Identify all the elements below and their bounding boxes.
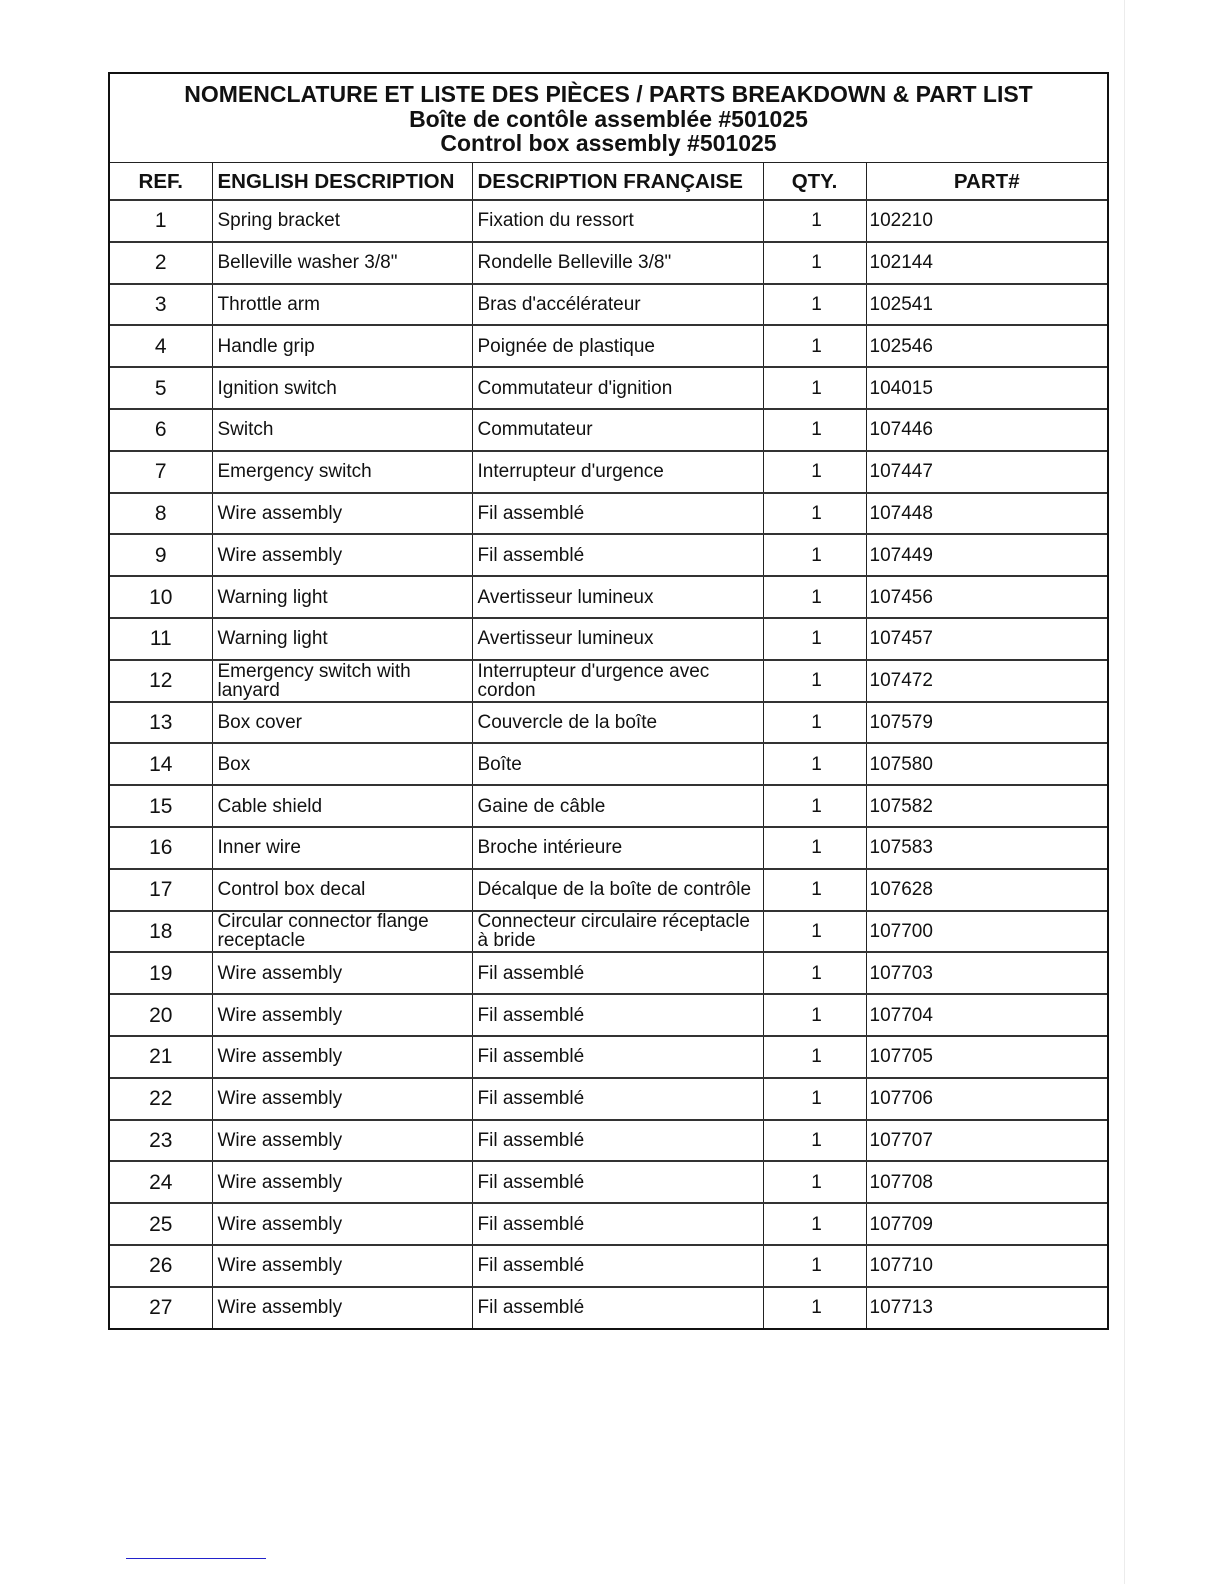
cell-part-number: 107704 bbox=[866, 994, 1107, 1036]
cell-french-description: Fil assemblé bbox=[472, 1203, 763, 1245]
cell-qty: 1 bbox=[763, 576, 866, 618]
cell-french-description: Fil assemblé bbox=[472, 534, 763, 576]
cell-qty: 1 bbox=[763, 785, 866, 827]
cell-qty: 1 bbox=[763, 1078, 866, 1120]
cell-french-description: Poignée de plastique bbox=[472, 325, 763, 367]
cell-qty: 1 bbox=[763, 325, 866, 367]
cell-english-description: Belleville washer 3/8" bbox=[212, 242, 472, 284]
cell-part-number: 107713 bbox=[869, 1297, 933, 1319]
cell-ref: 1 bbox=[110, 200, 212, 242]
cell-french-description: Avertisseur lumineux bbox=[472, 576, 763, 618]
cell-french-description: Fil assemblé bbox=[472, 994, 763, 1036]
cell-qty: 1 bbox=[763, 952, 866, 994]
parts-list-sheet bbox=[108, 72, 1109, 1330]
cell-qty: 1 bbox=[763, 1245, 866, 1287]
table-row bbox=[110, 660, 1107, 702]
cell-ref: 26 bbox=[110, 1245, 212, 1287]
cell-qty: 1 bbox=[763, 1161, 866, 1203]
table-row bbox=[110, 325, 1107, 367]
table-row bbox=[110, 869, 1107, 911]
cell-qty: 1 bbox=[763, 284, 866, 326]
cell-part-number: 102546 bbox=[866, 325, 1107, 367]
cell-english-description: Wire assembly bbox=[212, 534, 472, 576]
cell-english-description: Warning light bbox=[212, 576, 472, 618]
cell-qty: 1 bbox=[763, 493, 866, 535]
cell-english-description: Wire assembly bbox=[212, 952, 472, 994]
cell-french-description: Interrupteur d'urgence bbox=[472, 451, 763, 493]
table-row bbox=[110, 952, 1107, 994]
table-row bbox=[110, 1078, 1107, 1120]
cell-part-number: 107709 bbox=[866, 1203, 1107, 1245]
table-row bbox=[110, 994, 1107, 1036]
cell-english-description: Box cover bbox=[212, 702, 472, 744]
table-row bbox=[110, 451, 1107, 493]
cell-french-description: Bras d'accélérateur bbox=[472, 284, 763, 326]
cell-part-number: 107456 bbox=[866, 576, 1107, 618]
cell-part-number: 107446 bbox=[866, 409, 1107, 451]
cell-qty: 1 bbox=[763, 409, 866, 451]
cell-english-description: Handle grip bbox=[212, 325, 472, 367]
cell-french-description: Fil assemblé bbox=[472, 1287, 763, 1328]
cell-english-description: Wire assembly bbox=[212, 1287, 472, 1328]
cell-french-description: Interrupteur d'urgence avec cordon bbox=[472, 660, 763, 702]
cell-english-description: Wire assembly bbox=[212, 1161, 472, 1203]
cell-french-description: Fil assemblé bbox=[472, 1120, 763, 1162]
cell-qty: 1 bbox=[763, 660, 866, 702]
cell-french-description: Fil assemblé bbox=[472, 1078, 763, 1120]
title-block bbox=[110, 74, 1107, 163]
cell-part-number: 107447 bbox=[866, 451, 1107, 493]
cell-french-description: Rondelle Belleville 3/8" bbox=[472, 242, 763, 284]
header-french-description: DESCRIPTION FRANÇAISE bbox=[472, 163, 763, 200]
cell-qty: 1 bbox=[763, 367, 866, 409]
cell-french-description: Fil assemblé bbox=[472, 1245, 763, 1287]
table-row bbox=[110, 242, 1107, 284]
cell-english-description: Box bbox=[212, 743, 472, 785]
cell-ref: 25 bbox=[110, 1203, 212, 1245]
cell-french-description: Avertisseur lumineux bbox=[472, 618, 763, 660]
cell-qty: 1 bbox=[763, 618, 866, 660]
cell-part-number: 107705 bbox=[866, 1036, 1107, 1078]
table-row bbox=[110, 618, 1107, 660]
table-header-row bbox=[110, 163, 1107, 200]
cell-qty: 1 bbox=[763, 1036, 866, 1078]
cell-ref: 11 bbox=[110, 618, 212, 660]
cell-qty: 1 bbox=[763, 1120, 866, 1162]
cell-english-description: Wire assembly bbox=[212, 1245, 472, 1287]
cell-ref: 5 bbox=[110, 367, 212, 409]
cell-part-number: 107580 bbox=[866, 743, 1107, 785]
cell-part-number: 107628 bbox=[866, 869, 1107, 911]
cell-french-description: Couvercle de la boîte bbox=[472, 702, 763, 744]
cell-french-description: Fixation du ressort bbox=[472, 200, 763, 242]
cell-ref: 14 bbox=[110, 743, 212, 785]
cell-part-number: 107706 bbox=[866, 1078, 1107, 1120]
cell-french-description: Fil assemblé bbox=[472, 493, 763, 535]
table-row bbox=[110, 1036, 1107, 1078]
cell-english-description: Control box decal bbox=[212, 869, 472, 911]
cell-english-description: Ignition switch bbox=[212, 367, 472, 409]
table-row bbox=[110, 1120, 1107, 1162]
cell-french-description: Fil assemblé bbox=[472, 1036, 763, 1078]
cell-qty: 1 bbox=[763, 200, 866, 242]
cell-ref: 9 bbox=[110, 534, 212, 576]
cell-part-number: 107449 bbox=[866, 534, 1107, 576]
table-row bbox=[110, 409, 1107, 451]
cell-part-number: 107472 bbox=[866, 660, 1107, 702]
cell-part-number: 102144 bbox=[866, 242, 1107, 284]
cell-qty: 1 bbox=[763, 702, 866, 744]
table-row bbox=[110, 200, 1107, 242]
cell-ref: 13 bbox=[110, 702, 212, 744]
table-row bbox=[110, 576, 1107, 618]
cell-french-description: Boîte bbox=[472, 743, 763, 785]
cell-part-number: 102541 bbox=[866, 284, 1107, 326]
cell-ref: 15 bbox=[110, 785, 212, 827]
cell-french-description: Gaine de câble bbox=[472, 785, 763, 827]
cell-ref: 12 bbox=[110, 660, 212, 702]
cell-ref: 21 bbox=[110, 1036, 212, 1078]
cell-ref: 2 bbox=[110, 242, 212, 284]
table-row bbox=[110, 493, 1107, 535]
header-ref: REF. bbox=[110, 163, 212, 200]
cell-english-description: Wire assembly bbox=[212, 994, 472, 1036]
cell-qty: 1 bbox=[763, 994, 866, 1036]
cell-part-number: 107710 bbox=[866, 1245, 1107, 1287]
cell-ref: 4 bbox=[110, 325, 212, 367]
cell-qty: 1 bbox=[763, 827, 866, 869]
cell-qty: 1 bbox=[763, 1203, 866, 1245]
cell-english-description: Wire assembly bbox=[212, 1203, 472, 1245]
cell-ref: 6 bbox=[110, 409, 212, 451]
table-row bbox=[110, 1287, 1107, 1328]
cell-english-description: Circular connector flange receptacle bbox=[212, 911, 472, 953]
table-row bbox=[110, 284, 1107, 326]
cell-ref: 19 bbox=[110, 952, 212, 994]
cell-english-description: Emergency switch with lanyard bbox=[212, 660, 472, 702]
cell-qty: 1 bbox=[763, 743, 866, 785]
cell-ref: 7 bbox=[110, 451, 212, 493]
header-qty: QTY. bbox=[763, 163, 866, 200]
cell-english-description: Warning light bbox=[212, 618, 472, 660]
cell-qty: 1 bbox=[763, 534, 866, 576]
cell-ref: 24 bbox=[110, 1161, 212, 1203]
header-part-number: PART# bbox=[866, 163, 1107, 200]
cell-part-number: 104015 bbox=[866, 367, 1107, 409]
document-title: NOMENCLATURE ET LISTE DES PIÈCES / PARTS BREAKDOWN & PART LIST bbox=[184, 81, 1033, 108]
cell-french-description: Commutateur d'ignition bbox=[472, 367, 763, 409]
table-row bbox=[110, 1161, 1107, 1203]
cell-french-description: Broche intérieure bbox=[472, 827, 763, 869]
cell-ref: 17 bbox=[110, 869, 212, 911]
cell-part-number: 102210 bbox=[866, 200, 1107, 242]
cell-ref: 20 bbox=[110, 994, 212, 1036]
table-row bbox=[110, 534, 1107, 576]
table-row bbox=[110, 785, 1107, 827]
table-row bbox=[110, 1203, 1107, 1245]
table-row bbox=[110, 1245, 1107, 1287]
cell-french-description: Connecteur circulaire réceptacle à bride bbox=[472, 911, 763, 953]
cell-french-description: Fil assemblé bbox=[472, 1161, 763, 1203]
document-subtitle-english: Control box assembly #501025 bbox=[440, 130, 777, 157]
cell-ref: 27 bbox=[110, 1287, 212, 1328]
cell-part-number: 107583 bbox=[866, 827, 1107, 869]
table-row bbox=[110, 702, 1107, 744]
cell-part-number: 107700 bbox=[866, 911, 1107, 953]
cell-english-description: Wire assembly bbox=[212, 493, 472, 535]
cell-qty: 1 bbox=[763, 1287, 866, 1328]
cell-english-description: Wire assembly bbox=[212, 1120, 472, 1162]
footer-link-underline[interactable] bbox=[126, 1558, 266, 1559]
cell-part-number: 107448 bbox=[866, 493, 1107, 535]
cell-part-number: 107708 bbox=[866, 1161, 1107, 1203]
cell-ref: 8 bbox=[110, 493, 212, 535]
cell-english-description: Wire assembly bbox=[212, 1078, 472, 1120]
cell-english-description: Throttle arm bbox=[212, 284, 472, 326]
table-row bbox=[110, 827, 1107, 869]
cell-ref: 10 bbox=[110, 576, 212, 618]
cell-qty: 1 bbox=[763, 869, 866, 911]
cell-english-description: Emergency switch bbox=[212, 451, 472, 493]
cell-english-description: Wire assembly bbox=[212, 1036, 472, 1078]
parts-table bbox=[110, 163, 1107, 1328]
cell-part-number: 107703 bbox=[866, 952, 1107, 994]
cell-qty: 1 bbox=[763, 451, 866, 493]
cell-part-number: 107457 bbox=[866, 618, 1107, 660]
cell-english-description: Inner wire bbox=[212, 827, 472, 869]
cell-english-description: Cable shield bbox=[212, 785, 472, 827]
cell-qty: 1 bbox=[763, 911, 866, 953]
page-edge-divider bbox=[1124, 0, 1125, 1584]
cell-french-description: Fil assemblé bbox=[472, 952, 763, 994]
table-row bbox=[110, 911, 1107, 953]
cell-ref: 3 bbox=[110, 284, 212, 326]
cell-french-description: Décalque de la boîte de contrôle bbox=[472, 869, 763, 911]
table-row bbox=[110, 743, 1107, 785]
cell-ref: 23 bbox=[110, 1120, 212, 1162]
cell-french-description: Commutateur bbox=[472, 409, 763, 451]
cell-part-number: 107707 bbox=[866, 1120, 1107, 1162]
table-row bbox=[110, 367, 1107, 409]
cell-ref: 18 bbox=[110, 911, 212, 953]
cell-part-number: 107579 bbox=[866, 702, 1107, 744]
cell-english-description: Switch bbox=[212, 409, 472, 451]
cell-ref: 16 bbox=[110, 827, 212, 869]
cell-part-number: 107582 bbox=[866, 785, 1107, 827]
header-english-description: ENGLISH DESCRIPTION bbox=[212, 163, 472, 200]
cell-ref: 22 bbox=[110, 1078, 212, 1120]
cell-qty: 1 bbox=[763, 242, 866, 284]
document-subtitle-french: Boîte de contôle assemblée #501025 bbox=[409, 105, 808, 132]
cell-english-description: Spring bracket bbox=[212, 200, 472, 242]
